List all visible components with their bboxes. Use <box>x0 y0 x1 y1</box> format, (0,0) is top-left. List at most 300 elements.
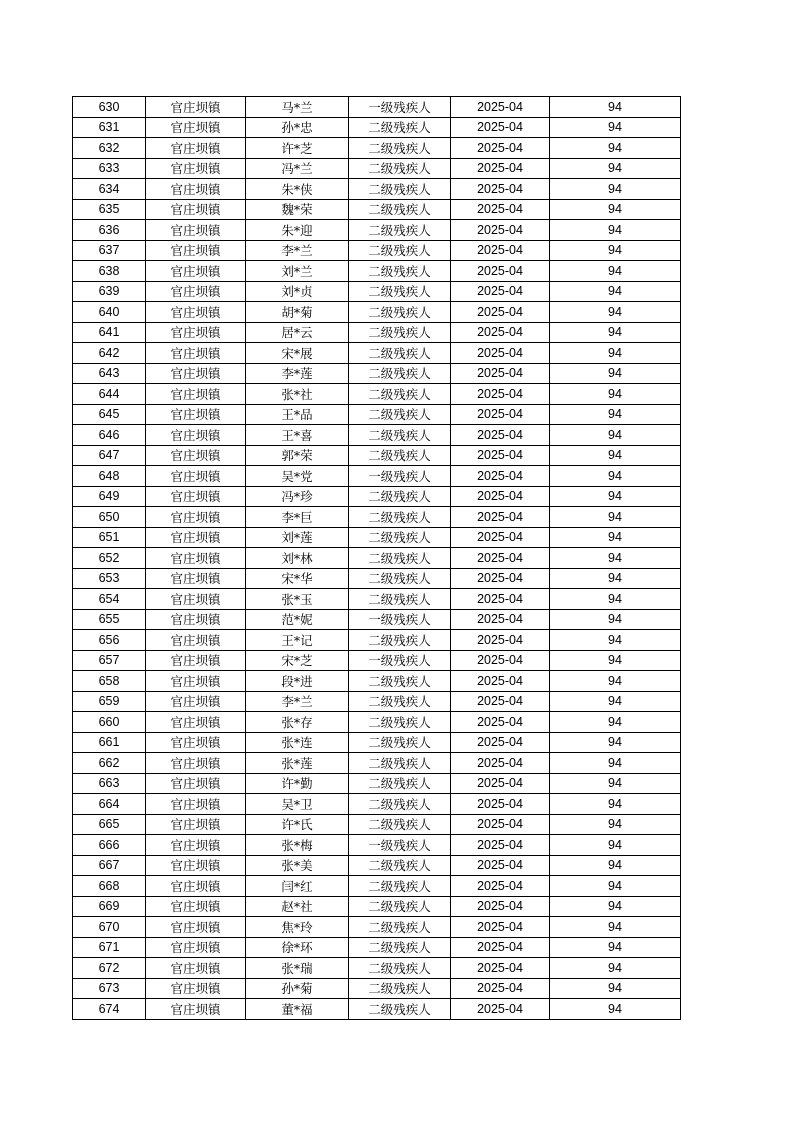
amount-cell: 94 <box>550 630 681 651</box>
disability-level-cell: 二级残疾人 <box>349 158 451 179</box>
disability-level-cell: 二级残疾人 <box>349 240 451 261</box>
table-row <box>73 691 681 712</box>
row-number: 662 <box>73 753 146 774</box>
disability-level-cell: 二级残疾人 <box>349 527 451 548</box>
date-cell: 2025-04 <box>451 220 550 241</box>
amount-cell: 94 <box>550 527 681 548</box>
table-row <box>73 937 681 958</box>
table-row <box>73 240 681 261</box>
row-number: 634 <box>73 179 146 200</box>
town-cell: 官庄坝镇 <box>146 138 246 159</box>
amount-cell: 94 <box>550 363 681 384</box>
name-cell: 胡*菊 <box>246 302 349 323</box>
name-cell: 张*瑞 <box>246 958 349 979</box>
amount-cell: 94 <box>550 896 681 917</box>
town-cell: 官庄坝镇 <box>146 199 246 220</box>
disability-level-cell: 二级残疾人 <box>349 712 451 733</box>
date-cell: 2025-04 <box>451 650 550 671</box>
amount-cell: 94 <box>550 794 681 815</box>
amount-cell: 94 <box>550 179 681 200</box>
row-number: 670 <box>73 917 146 938</box>
table-row <box>73 322 681 343</box>
name-cell: 焦*玲 <box>246 917 349 938</box>
amount-cell: 94 <box>550 814 681 835</box>
disability-level-cell: 二级残疾人 <box>349 384 451 405</box>
amount-cell: 94 <box>550 589 681 610</box>
disability-level-cell: 二级残疾人 <box>349 999 451 1020</box>
town-cell: 官庄坝镇 <box>146 445 246 466</box>
table-row <box>73 486 681 507</box>
name-cell: 孙*菊 <box>246 978 349 999</box>
row-number: 665 <box>73 814 146 835</box>
table-row <box>73 138 681 159</box>
town-cell: 官庄坝镇 <box>146 855 246 876</box>
date-cell: 2025-04 <box>451 97 550 118</box>
amount-cell: 94 <box>550 425 681 446</box>
name-cell: 董*福 <box>246 999 349 1020</box>
town-cell: 官庄坝镇 <box>146 896 246 917</box>
town-cell: 官庄坝镇 <box>146 97 246 118</box>
disability-level-cell: 二级残疾人 <box>349 876 451 897</box>
name-cell: 王*喜 <box>246 425 349 446</box>
row-number: 635 <box>73 199 146 220</box>
name-cell: 张*存 <box>246 712 349 733</box>
name-cell: 许*勤 <box>246 773 349 794</box>
date-cell: 2025-04 <box>451 814 550 835</box>
row-number: 632 <box>73 138 146 159</box>
name-cell: 居*云 <box>246 322 349 343</box>
row-number: 671 <box>73 937 146 958</box>
table-row <box>73 507 681 528</box>
town-cell: 官庄坝镇 <box>146 281 246 302</box>
amount-cell: 94 <box>550 138 681 159</box>
town-cell: 官庄坝镇 <box>146 568 246 589</box>
town-cell: 官庄坝镇 <box>146 548 246 569</box>
date-cell: 2025-04 <box>451 261 550 282</box>
disability-level-cell: 二级残疾人 <box>349 138 451 159</box>
amount-cell: 94 <box>550 835 681 856</box>
row-number: 633 <box>73 158 146 179</box>
table-row <box>73 773 681 794</box>
name-cell: 冯*珍 <box>246 486 349 507</box>
date-cell: 2025-04 <box>451 363 550 384</box>
row-number: 648 <box>73 466 146 487</box>
disability-level-cell: 二级残疾人 <box>349 404 451 425</box>
row-number: 654 <box>73 589 146 610</box>
date-cell: 2025-04 <box>451 281 550 302</box>
name-cell: 魏*荣 <box>246 199 349 220</box>
amount-cell: 94 <box>550 404 681 425</box>
row-number: 637 <box>73 240 146 261</box>
name-cell: 张*连 <box>246 732 349 753</box>
row-number: 659 <box>73 691 146 712</box>
disability-level-cell: 二级残疾人 <box>349 548 451 569</box>
date-cell: 2025-04 <box>451 855 550 876</box>
town-cell: 官庄坝镇 <box>146 835 246 856</box>
name-cell: 刘*贞 <box>246 281 349 302</box>
disability-level-cell: 二级残疾人 <box>349 425 451 446</box>
town-cell: 官庄坝镇 <box>146 404 246 425</box>
amount-cell: 94 <box>550 753 681 774</box>
date-cell: 2025-04 <box>451 630 550 651</box>
disability-level-cell: 二级残疾人 <box>349 507 451 528</box>
town-cell: 官庄坝镇 <box>146 425 246 446</box>
row-number: 652 <box>73 548 146 569</box>
row-number: 636 <box>73 220 146 241</box>
name-cell: 王*品 <box>246 404 349 425</box>
amount-cell: 94 <box>550 568 681 589</box>
date-cell: 2025-04 <box>451 753 550 774</box>
town-cell: 官庄坝镇 <box>146 753 246 774</box>
table-row <box>73 650 681 671</box>
row-number: 658 <box>73 671 146 692</box>
date-cell: 2025-04 <box>451 609 550 630</box>
date-cell: 2025-04 <box>451 466 550 487</box>
date-cell: 2025-04 <box>451 732 550 753</box>
table-row <box>73 794 681 815</box>
name-cell: 郭*荣 <box>246 445 349 466</box>
amount-cell: 94 <box>550 384 681 405</box>
disability-level-cell: 二级残疾人 <box>349 855 451 876</box>
name-cell: 张*莲 <box>246 753 349 774</box>
row-number: 643 <box>73 363 146 384</box>
name-cell: 马*兰 <box>246 97 349 118</box>
table-row <box>73 589 681 610</box>
name-cell: 段*进 <box>246 671 349 692</box>
table-row <box>73 753 681 774</box>
table-row <box>73 896 681 917</box>
name-cell: 许*芝 <box>246 138 349 159</box>
town-cell: 官庄坝镇 <box>146 117 246 138</box>
amount-cell: 94 <box>550 261 681 282</box>
town-cell: 官庄坝镇 <box>146 814 246 835</box>
row-number: 663 <box>73 773 146 794</box>
amount-cell: 94 <box>550 917 681 938</box>
date-cell: 2025-04 <box>451 507 550 528</box>
table-row <box>73 158 681 179</box>
amount-cell: 94 <box>550 999 681 1020</box>
amount-cell: 94 <box>550 937 681 958</box>
name-cell: 冯*兰 <box>246 158 349 179</box>
table-row <box>73 220 681 241</box>
date-cell: 2025-04 <box>451 671 550 692</box>
disability-level-cell: 二级残疾人 <box>349 322 451 343</box>
table-row <box>73 527 681 548</box>
amount-cell: 94 <box>550 302 681 323</box>
name-cell: 王*记 <box>246 630 349 651</box>
date-cell: 2025-04 <box>451 794 550 815</box>
amount-cell: 94 <box>550 732 681 753</box>
name-cell: 范*妮 <box>246 609 349 630</box>
date-cell: 2025-04 <box>451 712 550 733</box>
name-cell: 宋*华 <box>246 568 349 589</box>
disability-level-cell: 一级残疾人 <box>349 97 451 118</box>
table-row <box>73 835 681 856</box>
disability-level-cell: 一级残疾人 <box>349 609 451 630</box>
records-table <box>72 96 681 1020</box>
date-cell: 2025-04 <box>451 978 550 999</box>
amount-cell: 94 <box>550 322 681 343</box>
row-number: 646 <box>73 425 146 446</box>
disability-level-cell: 二级残疾人 <box>349 814 451 835</box>
table-row <box>73 97 681 118</box>
amount-cell: 94 <box>550 199 681 220</box>
row-number: 651 <box>73 527 146 548</box>
table-row <box>73 179 681 200</box>
disability-level-cell: 二级残疾人 <box>349 753 451 774</box>
town-cell: 官庄坝镇 <box>146 917 246 938</box>
town-cell: 官庄坝镇 <box>146 630 246 651</box>
town-cell: 官庄坝镇 <box>146 363 246 384</box>
row-number: 674 <box>73 999 146 1020</box>
disability-level-cell: 二级残疾人 <box>349 220 451 241</box>
town-cell: 官庄坝镇 <box>146 158 246 179</box>
records-table-body <box>73 97 681 1020</box>
town-cell: 官庄坝镇 <box>146 343 246 364</box>
amount-cell: 94 <box>550 671 681 692</box>
date-cell: 2025-04 <box>451 199 550 220</box>
table-row <box>73 917 681 938</box>
town-cell: 官庄坝镇 <box>146 650 246 671</box>
date-cell: 2025-04 <box>451 958 550 979</box>
row-number: 673 <box>73 978 146 999</box>
amount-cell: 94 <box>550 117 681 138</box>
town-cell: 官庄坝镇 <box>146 732 246 753</box>
amount-cell: 94 <box>550 650 681 671</box>
name-cell: 吴*党 <box>246 466 349 487</box>
amount-cell: 94 <box>550 548 681 569</box>
table-row <box>73 425 681 446</box>
date-cell: 2025-04 <box>451 691 550 712</box>
row-number: 650 <box>73 507 146 528</box>
amount-cell: 94 <box>550 978 681 999</box>
name-cell: 李*莲 <box>246 363 349 384</box>
name-cell: 张*梅 <box>246 835 349 856</box>
date-cell: 2025-04 <box>451 896 550 917</box>
disability-level-cell: 二级残疾人 <box>349 896 451 917</box>
amount-cell: 94 <box>550 855 681 876</box>
row-number: 657 <box>73 650 146 671</box>
town-cell: 官庄坝镇 <box>146 240 246 261</box>
table-row <box>73 261 681 282</box>
town-cell: 官庄坝镇 <box>146 958 246 979</box>
row-number: 664 <box>73 794 146 815</box>
amount-cell: 94 <box>550 486 681 507</box>
name-cell: 徐*环 <box>246 937 349 958</box>
table-row <box>73 855 681 876</box>
table-row <box>73 302 681 323</box>
table-row <box>73 343 681 364</box>
row-number: 639 <box>73 281 146 302</box>
row-number: 641 <box>73 322 146 343</box>
row-number: 631 <box>73 117 146 138</box>
date-cell: 2025-04 <box>451 404 550 425</box>
table-row <box>73 732 681 753</box>
disability-level-cell: 二级残疾人 <box>349 589 451 610</box>
date-cell: 2025-04 <box>451 589 550 610</box>
row-number: 642 <box>73 343 146 364</box>
row-number: 660 <box>73 712 146 733</box>
amount-cell: 94 <box>550 507 681 528</box>
disability-level-cell: 二级残疾人 <box>349 445 451 466</box>
date-cell: 2025-04 <box>451 917 550 938</box>
name-cell: 张*玉 <box>246 589 349 610</box>
town-cell: 官庄坝镇 <box>146 261 246 282</box>
town-cell: 官庄坝镇 <box>146 978 246 999</box>
amount-cell: 94 <box>550 220 681 241</box>
amount-cell: 94 <box>550 876 681 897</box>
town-cell: 官庄坝镇 <box>146 937 246 958</box>
row-number: 666 <box>73 835 146 856</box>
disability-level-cell: 二级残疾人 <box>349 958 451 979</box>
name-cell: 宋*展 <box>246 343 349 364</box>
disability-level-cell: 二级残疾人 <box>349 117 451 138</box>
table-row <box>73 466 681 487</box>
date-cell: 2025-04 <box>451 302 550 323</box>
amount-cell: 94 <box>550 97 681 118</box>
town-cell: 官庄坝镇 <box>146 999 246 1020</box>
disability-level-cell: 二级残疾人 <box>349 630 451 651</box>
amount-cell: 94 <box>550 240 681 261</box>
date-cell: 2025-04 <box>451 568 550 589</box>
town-cell: 官庄坝镇 <box>146 712 246 733</box>
date-cell: 2025-04 <box>451 138 550 159</box>
date-cell: 2025-04 <box>451 425 550 446</box>
date-cell: 2025-04 <box>451 876 550 897</box>
town-cell: 官庄坝镇 <box>146 466 246 487</box>
row-number: 630 <box>73 97 146 118</box>
name-cell: 李*兰 <box>246 691 349 712</box>
name-cell: 张*社 <box>246 384 349 405</box>
amount-cell: 94 <box>550 609 681 630</box>
row-number: 668 <box>73 876 146 897</box>
date-cell: 2025-04 <box>451 343 550 364</box>
date-cell: 2025-04 <box>451 486 550 507</box>
row-number: 640 <box>73 302 146 323</box>
date-cell: 2025-04 <box>451 179 550 200</box>
name-cell: 吴*卫 <box>246 794 349 815</box>
row-number: 647 <box>73 445 146 466</box>
table-row <box>73 609 681 630</box>
name-cell: 李*兰 <box>246 240 349 261</box>
amount-cell: 94 <box>550 773 681 794</box>
table-row <box>73 958 681 979</box>
town-cell: 官庄坝镇 <box>146 384 246 405</box>
disability-level-cell: 二级残疾人 <box>349 917 451 938</box>
amount-cell: 94 <box>550 691 681 712</box>
date-cell: 2025-04 <box>451 117 550 138</box>
date-cell: 2025-04 <box>451 548 550 569</box>
table-row <box>73 671 681 692</box>
town-cell: 官庄坝镇 <box>146 671 246 692</box>
date-cell: 2025-04 <box>451 527 550 548</box>
row-number: 661 <box>73 732 146 753</box>
date-cell: 2025-04 <box>451 158 550 179</box>
disability-level-cell: 二级残疾人 <box>349 261 451 282</box>
town-cell: 官庄坝镇 <box>146 609 246 630</box>
amount-cell: 94 <box>550 445 681 466</box>
name-cell: 孙*忠 <box>246 117 349 138</box>
table-row <box>73 978 681 999</box>
amount-cell: 94 <box>550 343 681 364</box>
table-row <box>73 363 681 384</box>
town-cell: 官庄坝镇 <box>146 589 246 610</box>
town-cell: 官庄坝镇 <box>146 220 246 241</box>
town-cell: 官庄坝镇 <box>146 876 246 897</box>
disability-level-cell: 一级残疾人 <box>349 650 451 671</box>
date-cell: 2025-04 <box>451 937 550 958</box>
town-cell: 官庄坝镇 <box>146 507 246 528</box>
table-row <box>73 814 681 835</box>
disability-level-cell: 一级残疾人 <box>349 466 451 487</box>
table-row <box>73 712 681 733</box>
date-cell: 2025-04 <box>451 322 550 343</box>
name-cell: 张*美 <box>246 855 349 876</box>
town-cell: 官庄坝镇 <box>146 302 246 323</box>
name-cell: 赵*社 <box>246 896 349 917</box>
town-cell: 官庄坝镇 <box>146 179 246 200</box>
disability-level-cell: 一级残疾人 <box>349 835 451 856</box>
table-row <box>73 199 681 220</box>
amount-cell: 94 <box>550 158 681 179</box>
disability-level-cell: 二级残疾人 <box>349 937 451 958</box>
town-cell: 官庄坝镇 <box>146 322 246 343</box>
town-cell: 官庄坝镇 <box>146 794 246 815</box>
name-cell: 李*巨 <box>246 507 349 528</box>
town-cell: 官庄坝镇 <box>146 527 246 548</box>
disability-level-cell: 二级残疾人 <box>349 343 451 364</box>
disability-level-cell: 二级残疾人 <box>349 671 451 692</box>
date-cell: 2025-04 <box>451 999 550 1020</box>
disability-level-cell: 二级残疾人 <box>349 773 451 794</box>
name-cell: 刘*莲 <box>246 527 349 548</box>
table-row <box>73 876 681 897</box>
disability-level-cell: 二级残疾人 <box>349 794 451 815</box>
table-row <box>73 630 681 651</box>
name-cell: 朱*侠 <box>246 179 349 200</box>
disability-level-cell: 二级残疾人 <box>349 691 451 712</box>
name-cell: 刘*林 <box>246 548 349 569</box>
row-number: 667 <box>73 855 146 876</box>
town-cell: 官庄坝镇 <box>146 486 246 507</box>
row-number: 669 <box>73 896 146 917</box>
disability-level-cell: 二级残疾人 <box>349 302 451 323</box>
table-row <box>73 281 681 302</box>
date-cell: 2025-04 <box>451 445 550 466</box>
name-cell: 刘*兰 <box>246 261 349 282</box>
table-row <box>73 384 681 405</box>
amount-cell: 94 <box>550 466 681 487</box>
disability-level-cell: 二级残疾人 <box>349 486 451 507</box>
table-row <box>73 568 681 589</box>
amount-cell: 94 <box>550 958 681 979</box>
disability-level-cell: 二级残疾人 <box>349 179 451 200</box>
disability-level-cell: 二级残疾人 <box>349 363 451 384</box>
row-number: 655 <box>73 609 146 630</box>
disability-level-cell: 二级残疾人 <box>349 732 451 753</box>
row-number: 672 <box>73 958 146 979</box>
table-row <box>73 445 681 466</box>
amount-cell: 94 <box>550 712 681 733</box>
date-cell: 2025-04 <box>451 835 550 856</box>
date-cell: 2025-04 <box>451 240 550 261</box>
town-cell: 官庄坝镇 <box>146 691 246 712</box>
disability-level-cell: 二级残疾人 <box>349 978 451 999</box>
row-number: 656 <box>73 630 146 651</box>
disability-level-cell: 二级残疾人 <box>349 568 451 589</box>
row-number: 653 <box>73 568 146 589</box>
row-number: 644 <box>73 384 146 405</box>
